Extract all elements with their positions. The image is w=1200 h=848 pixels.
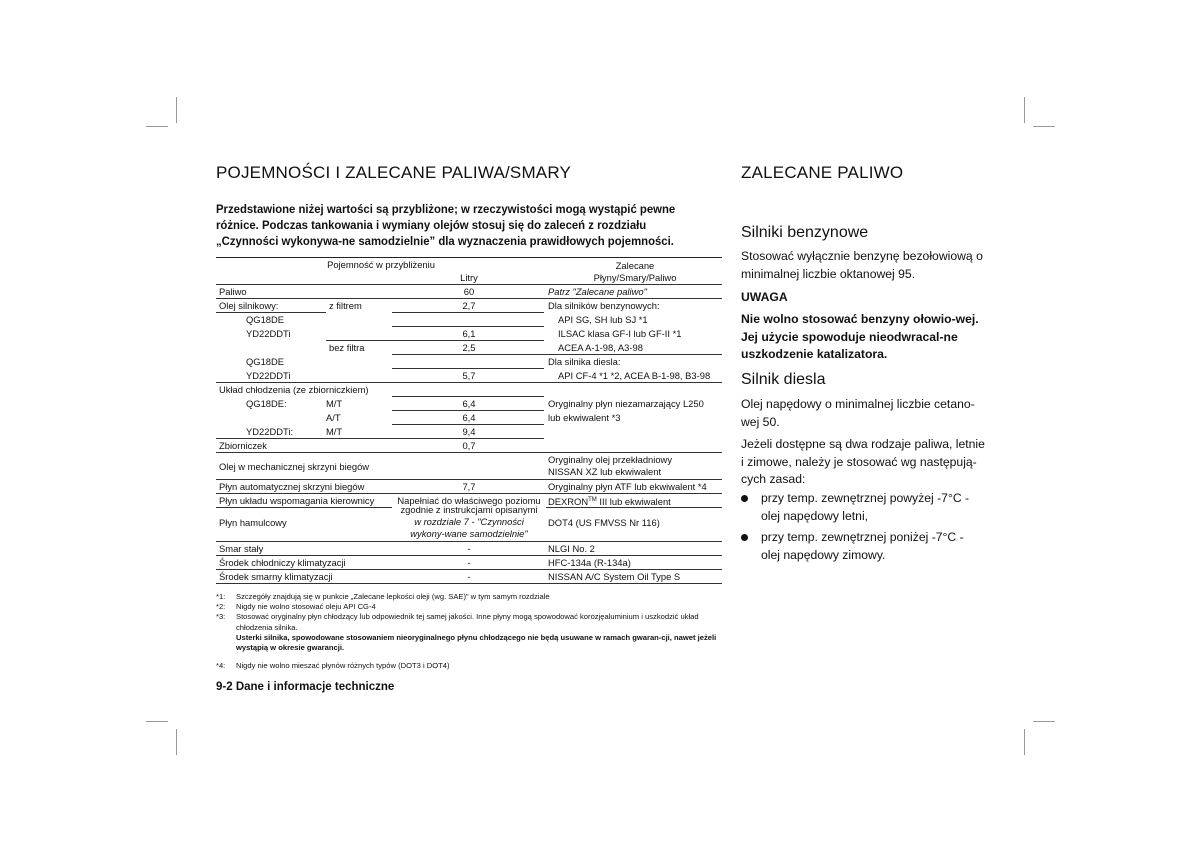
warning-block — [741, 311, 985, 364]
footnote-4 — [216, 661, 722, 671]
crop-mark — [1033, 721, 1055, 722]
footnotes — [216, 592, 722, 671]
table-cell: lub ekwiwalent *3 — [548, 412, 621, 423]
table-header-liters: Litry — [460, 272, 478, 283]
table-cell: Patrz "Zalecane paliwo" — [548, 286, 647, 297]
table-cell: 2,5 — [462, 342, 476, 353]
table-cell: - — [467, 543, 471, 554]
intro-paragraph: Przedstawione niżej wartości są przybliżone; w rzeczywistości mogą wystąpić pewne różnice. Podczas tankowania i wymiany olejów stosuj się do zaleceń z rozdziału „Czynności wykonywa-ne samodzielnie” dla wyznaczenia prawidłowych pojemności. — [216, 202, 676, 248]
table-cell: 0,7 — [462, 440, 476, 451]
footnote-2 — [216, 602, 722, 612]
row-divider — [546, 507, 722, 508]
footnote-mark: *2: — [216, 602, 226, 612]
table-cell: YD22DDTi — [246, 328, 291, 339]
table-cell-dexron — [548, 494, 671, 508]
table-cell: Płyn układu wspomagania kierownicy — [219, 495, 375, 506]
footnote-mark: *4: — [216, 661, 226, 671]
table-cell: 6,4 — [462, 398, 476, 409]
section-title: ZALECANE PALIWO — [741, 163, 904, 182]
table-cell: YD22DDTi: — [246, 426, 294, 437]
table-cell: ILSAC klasa GF-I lub GF-II *1 — [558, 328, 682, 339]
table-cell: ACEA A-1-98, A3-98 — [558, 342, 643, 353]
table-cell: Płyn automatycznej skrzyni biegów — [219, 481, 365, 492]
warning-text: Nie wolno stosować benzyny ołowio-wej. Jej użycie spowoduje nieodwracal-ne uszkodzenie katalizatora. — [741, 312, 979, 361]
crop-mark — [1024, 729, 1025, 755]
petrol-text-block — [741, 248, 985, 283]
table-cell: Dla silnika diesla: — [548, 356, 621, 367]
table-cell: YD22DDTi — [246, 370, 291, 381]
diesel-text-block — [741, 396, 985, 431]
table-cell: 9,4 — [462, 426, 476, 437]
table-cell: QG18DE — [246, 356, 285, 367]
table-cell: w rozdziale 7 - "Czynności — [414, 516, 524, 527]
table-cell: 6,4 — [462, 412, 476, 423]
petrol-section — [741, 224, 985, 242]
table-cell: 6,1 — [462, 328, 476, 339]
bullet-icon — [741, 534, 748, 541]
table-cell: M/T — [326, 426, 343, 437]
page-footer: 9-2 Dane i informacje techniczne — [216, 681, 395, 693]
table-cell: 7,7 — [462, 481, 476, 492]
diesel-text-block-2 — [741, 436, 985, 489]
footnote-mark: *1: — [216, 592, 226, 601]
table-bottom-rule — [216, 583, 722, 584]
diesel-text-1: Olej napędowy o minimalnej liczbie cetano-wej 50. — [741, 397, 975, 429]
row-divider — [392, 312, 544, 313]
table-cell: Dla silników benzynowych: — [548, 300, 660, 311]
table-cell: Zbiorniczek — [219, 440, 267, 451]
row-divider — [216, 507, 392, 508]
warning-label-block — [741, 289, 985, 307]
dexron-label: DEXRON — [548, 496, 589, 508]
table-cell: API CF-4 *1 *2, ACEA B-1-98, B3-98 — [558, 370, 711, 381]
crop-mark — [1033, 126, 1055, 127]
table-cell: DOT4 (US FMVSS Nr 116) — [548, 517, 660, 528]
table-cell: 60 — [463, 286, 475, 297]
table-cell: QG18DE: — [246, 398, 287, 409]
diesel-section — [741, 371, 985, 389]
table-cell: z filtrem — [329, 300, 362, 311]
bullet-winter — [741, 529, 985, 564]
bullet-icon — [741, 495, 748, 502]
warning-label: UWAGA — [741, 290, 788, 304]
bullet-text: przy temp. zewnętrznej poniżej -7°C - olej napędowy zimowy. — [761, 530, 964, 562]
bullet-summer — [741, 490, 985, 525]
table-cell: M/T — [326, 398, 343, 409]
table-cell: NISSAN XZ lub ekwiwalent — [548, 466, 662, 477]
crop-mark — [146, 126, 168, 127]
table-cell: zgodnie z instrukcjami opisanymi — [400, 504, 538, 515]
page-title: POJEMNOŚCI I ZALECANE PALIWA/SMARY — [216, 163, 572, 182]
crop-mark — [146, 721, 168, 722]
diesel-text-2: Jeżeli dostępne są dwa rodzaje paliwa, letnie i zimowe, należy je stosować wg następują-cych zasad: — [741, 437, 985, 486]
table-cell: Oryginalny płyn niezamarzający L250 — [548, 398, 704, 409]
bullet-text: przy temp. zewnętrznej powyżej -7°C - olej napędowy letni, — [761, 491, 970, 523]
petrol-text: Stosować wyłącznie benzynę bezołowiową o minimalnej liczbie oktanowej 95. — [741, 249, 983, 281]
table-cell: NLGI No. 2 — [548, 543, 595, 554]
table-cell: QG18DE — [246, 314, 285, 325]
table-cell: Napełniać do właściwego poziomu — [397, 495, 541, 506]
footnote-1 — [216, 592, 722, 602]
table-header-fluids: Płyny/Smary/Paliwo — [593, 272, 677, 283]
table-top-rule — [216, 257, 722, 258]
table-cell: HFC-134a (R-134a) — [548, 557, 631, 568]
table-cell: wykony-wane samodzielnie" — [410, 528, 528, 539]
table-cell: - — [467, 571, 471, 582]
table-cell: Układ chłodzenia (ze zbiorniczkiem) — [219, 384, 369, 395]
table-cell: NISSAN A/C System Oil Type S — [548, 571, 681, 582]
table-cell: Oryginalny płyn ATF lub ekwiwalent *4 — [548, 481, 707, 492]
table-cell: Olej w mechanicznej skrzyni biegów — [219, 461, 370, 472]
table-cell: Olej silnikowy: — [219, 300, 279, 311]
diesel-heading: Silnik diesla — [741, 371, 826, 388]
table-cell: API SG, SH lub SJ *1 — [558, 314, 648, 325]
table-cell: Smar stały — [219, 543, 264, 554]
table-cell: - — [467, 557, 471, 568]
crop-mark — [176, 97, 177, 123]
dexron-rest: III lub ekwiwalent — [596, 496, 671, 508]
footnote-text: Stosować oryginalny płyn chłodzący lub odpowiednik tej samej jakości. Inne płyny mogą spowodować korozjęaluminium i uszkodzić układ chłodzenia silnika. — [236, 612, 699, 632]
table-cell: Środek smarny klimatyzacji — [219, 571, 333, 582]
trademark-mark: TM — [588, 497, 597, 503]
table-cell: bez filtra — [329, 342, 365, 353]
table-cell: A/T — [326, 412, 341, 423]
footnote-mark: *3: — [216, 612, 226, 622]
table-cell: Płyn hamulcowy — [219, 517, 287, 528]
table-header-capacity: Pojemność w przybliżeniu — [327, 259, 435, 270]
footnote-text: Szczegóły znajdują się w punkcie „Zalecane lepkości oleji (wg. SAE)” w tym samym rozdziale — [236, 592, 550, 601]
footnote-text: Nigdy nie wolno mieszać płynów różnych typów (DOT3 i DOT4) — [236, 661, 450, 671]
table-cell: Środek chłodniczy klimatyzacji — [219, 557, 346, 568]
crop-mark — [176, 729, 177, 755]
footnote-3 — [216, 612, 722, 653]
table-header-recommended: Zalecane — [615, 260, 655, 271]
footnote-warning: Usterki silnika, spowodowane stosowaniem nieoryginalnego płynu chłodzącego nie będą usuwane w ramach gwaran-cji, nawet jeżeli wystąpią w okresie gwarancji. — [236, 632, 717, 653]
petrol-heading: Silniki benzynowe — [741, 224, 869, 241]
table-cell: Paliwo — [219, 286, 247, 297]
table-cell: Oryginalny olej przekładniowy — [548, 454, 673, 465]
footnote-text: Nigdy nie wolno stosować oleju API CG-4 — [236, 602, 376, 612]
table-cell: 2,7 — [462, 300, 476, 311]
crop-mark — [1024, 97, 1025, 123]
table-cell: 5,7 — [462, 370, 476, 381]
